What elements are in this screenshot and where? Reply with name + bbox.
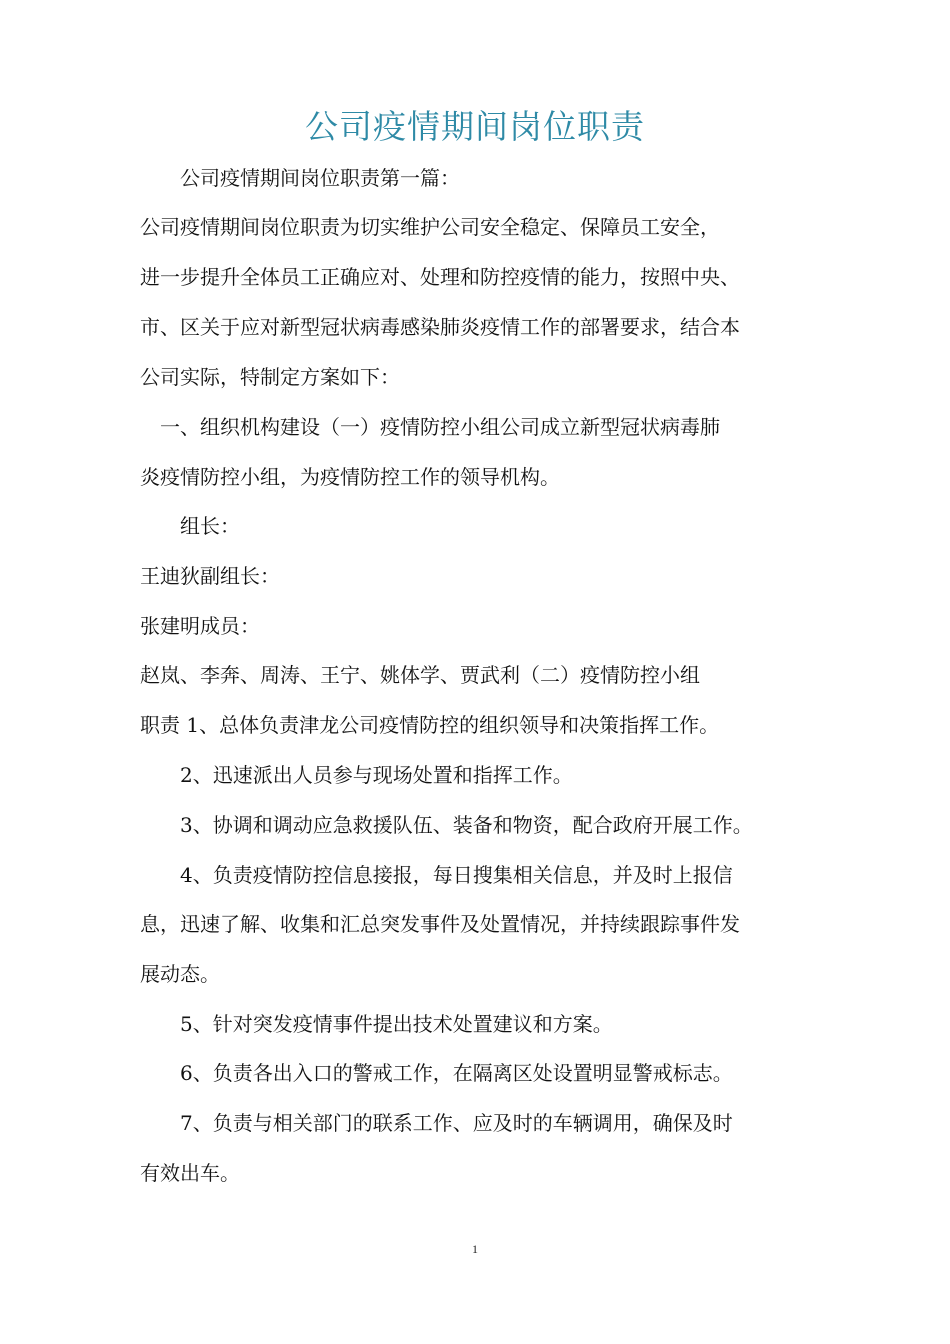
- paragraph-line: 组长：: [140, 514, 240, 538]
- paragraph-line: 张建明成员：: [140, 614, 260, 638]
- paragraph-line: 一、组织机构建设（一）疫情防控小组公司成立新型冠状病毒肺: [140, 415, 720, 439]
- paragraph-line: 5、针对突发疫情事件提出技术处置建议和方案。: [140, 1012, 613, 1036]
- paragraph-line: 公司疫情期间岗位职责第一篇：: [140, 166, 460, 190]
- paragraph-line: 2、迅速派出人员参与现场处置和指挥工作。: [140, 763, 573, 787]
- paragraph-line: 王迪狄副组长：: [140, 564, 280, 588]
- paragraph-line: 市、区关于应对新型冠状病毒感染肺炎疫情工作的部署要求，结合本: [140, 315, 740, 339]
- paragraph-line: 展动态。: [140, 962, 220, 986]
- paragraph-line: 职责 1、总体负责津龙公司疫情防控的组织领导和决策指挥工作。: [140, 713, 720, 737]
- paragraph-line: 3、协调和调动应急救援队伍、装备和物资，配合政府开展工作。: [140, 813, 753, 837]
- paragraph-line: 7、负责与相关部门的联系工作、应及时的车辆调用，确保及时: [140, 1111, 733, 1135]
- paragraph-line: 公司实际，特制定方案如下：: [140, 365, 400, 389]
- paragraph-line: 公司疫情期间岗位职责为切实维护公司安全稳定、保障员工安全，: [140, 215, 720, 239]
- paragraph-line: 炎疫情防控小组，为疫情防控工作的领导机构。: [140, 465, 560, 489]
- document-title: 公司疫情期间岗位职责: [305, 107, 645, 146]
- paragraph-line: 4、负责疫情防控信息接报，每日搜集相关信息，并及时上报信: [140, 863, 733, 887]
- paragraph-line: 息，迅速了解、收集和汇总突发事件及处置情况，并持续跟踪事件发: [140, 912, 740, 936]
- paragraph-line: 6、负责各出入口的警戒工作，在隔离区处设置明显警戒标志。: [140, 1061, 733, 1085]
- paragraph-line: 进一步提升全体员工正确应对、处理和防控疫情的能力，按照中央、: [140, 265, 740, 289]
- paragraph-line: 赵岚、李奔、周涛、王宁、姚体学、贾武利（二）疫情防控小组: [140, 663, 700, 687]
- paragraph-line: 有效出车。: [140, 1161, 240, 1185]
- page-number: 1: [472, 1242, 478, 1256]
